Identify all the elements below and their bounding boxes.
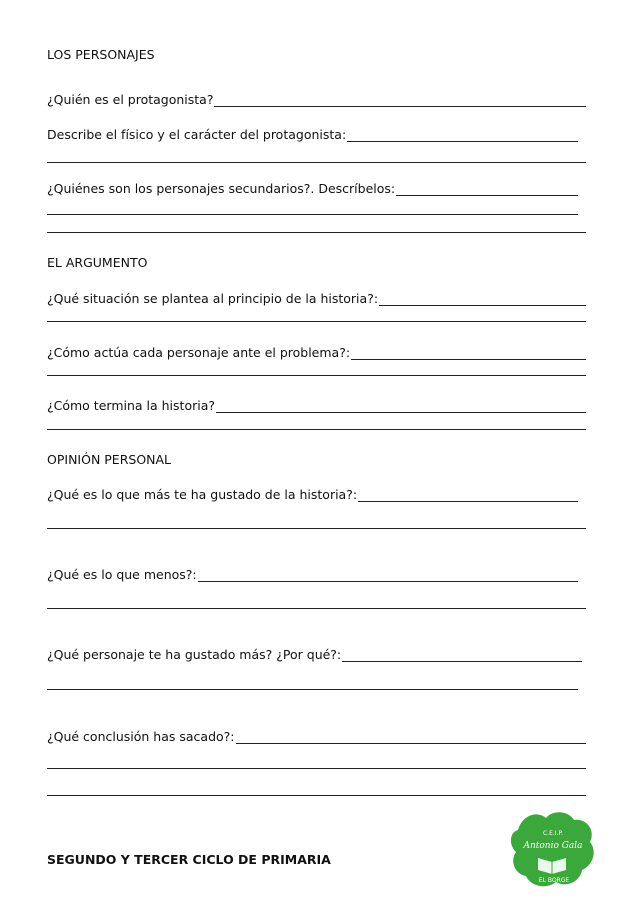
question-situacion bbox=[47, 291, 586, 306]
answer-line[interactable] bbox=[214, 95, 586, 107]
answer-line[interactable] bbox=[47, 375, 586, 376]
answer-line[interactable] bbox=[47, 429, 586, 430]
question-mas-gustado bbox=[47, 487, 586, 502]
question-label: ¿Quién es el protagonista? bbox=[47, 92, 214, 107]
answer-line[interactable] bbox=[396, 184, 578, 196]
question-describe-protagonista bbox=[47, 127, 586, 142]
question-label: ¿Qué es lo que más te ha gustado de la historia?: bbox=[47, 487, 358, 502]
question-personaje bbox=[47, 647, 586, 662]
question-protagonista bbox=[47, 92, 586, 107]
answer-line[interactable] bbox=[47, 689, 578, 690]
answer-line[interactable] bbox=[198, 570, 578, 582]
school-logo bbox=[508, 808, 598, 890]
answer-line[interactable] bbox=[47, 321, 586, 322]
answer-line[interactable] bbox=[358, 490, 578, 502]
question-secundarios bbox=[47, 181, 586, 196]
question-conclusion bbox=[47, 729, 586, 744]
section-title-personajes: LOS PERSONAJES bbox=[47, 47, 155, 62]
answer-line[interactable] bbox=[236, 732, 587, 744]
answer-line[interactable] bbox=[379, 294, 586, 306]
section-title-argumento: EL ARGUMENTO bbox=[47, 255, 148, 270]
question-label: ¿Qué es lo que menos?: bbox=[47, 567, 197, 582]
question-label: ¿Cómo actúa cada personaje ante el problema?: bbox=[47, 345, 351, 360]
answer-line[interactable] bbox=[347, 130, 578, 142]
question-label: ¿Qué situación se plantea al principio de la historia?: bbox=[47, 291, 379, 306]
answer-line[interactable] bbox=[47, 528, 586, 529]
footer-text: SEGUNDO Y TERCER CICLO DE PRIMARIA bbox=[47, 852, 331, 867]
logo-line3: EL BORGE bbox=[538, 877, 570, 884]
question-menos bbox=[47, 567, 586, 582]
answer-line[interactable] bbox=[47, 232, 586, 233]
answer-line[interactable] bbox=[342, 650, 582, 662]
logo-line1: C.E.I.P. bbox=[542, 830, 564, 837]
logo-line2: Antonio Gala bbox=[523, 841, 583, 851]
answer-line[interactable] bbox=[216, 401, 586, 413]
section-title-opinion: OPINIÓN PERSONAL bbox=[47, 452, 172, 467]
answer-line[interactable] bbox=[47, 162, 586, 163]
question-label: ¿Cómo termina la historia? bbox=[47, 398, 215, 413]
answer-line[interactable] bbox=[47, 768, 586, 769]
question-label: ¿Qué conclusión has sacado?: bbox=[47, 729, 235, 744]
answer-line[interactable] bbox=[47, 214, 578, 215]
question-label: ¿Quiénes son los personajes secundarios?. Descríbelos: bbox=[47, 181, 396, 196]
question-label: Describe el físico y el carácter del protagonista: bbox=[47, 127, 347, 142]
answer-line[interactable] bbox=[47, 795, 586, 796]
answer-line[interactable] bbox=[351, 348, 586, 360]
answer-line[interactable] bbox=[47, 608, 586, 609]
question-label: ¿Qué personaje te ha gustado más? ¿Por qué?: bbox=[47, 647, 342, 662]
question-actua bbox=[47, 345, 586, 360]
question-termina bbox=[47, 398, 586, 413]
